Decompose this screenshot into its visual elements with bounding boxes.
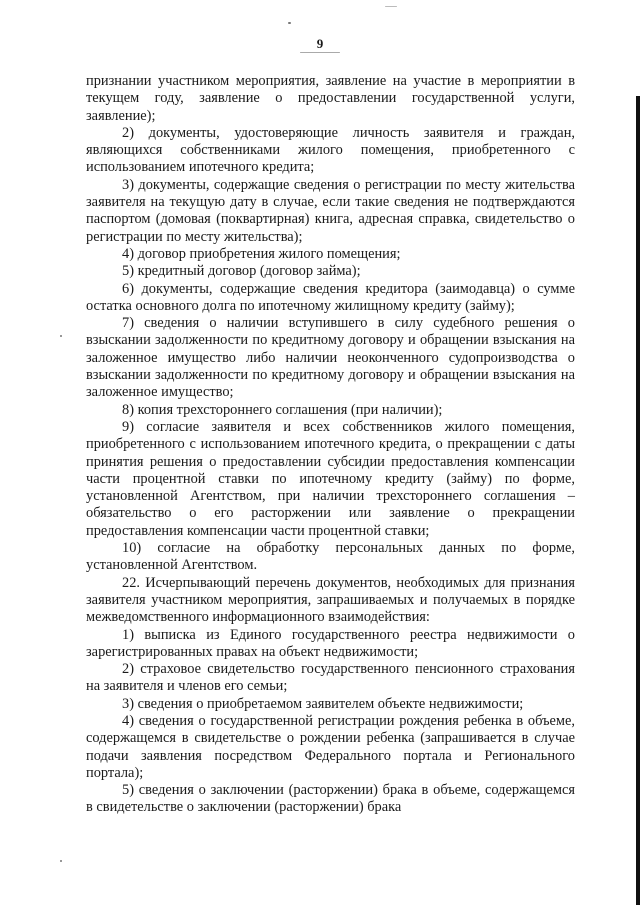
- scan-speck: [60, 335, 62, 337]
- paragraph: 5) кредитный договор (договор займа);: [122, 263, 361, 280]
- scan-speck: [288, 22, 291, 24]
- paragraph: 2) страховое свидетельство государственного пенсионного страхования на заявителя и членов его семьи;: [86, 661, 575, 695]
- scan-edge: [636, 96, 640, 905]
- paragraph: 22. Исчерпывающий перечень документов, необходимых для признания заявителя участником мероприятия, запрашиваемых и получаемых в порядке межведомственного информационного взаимодействия:: [86, 574, 575, 626]
- paragraph: 10) согласие на обработку персональных данных по форме, установленной Агентством.: [86, 540, 575, 574]
- scan-speck: [300, 52, 340, 53]
- paragraph: 4) договор приобретения жилого помещения;: [122, 245, 401, 262]
- paragraph: 5) сведения о заключении (расторжении) брака в объеме, содержащемся в свидетельстве о заключении (расторжении) брака: [86, 782, 575, 816]
- paragraph: 3) документы, содержащие сведения о регистрации по месту жительства заявителя на текущую дату в случае, если такие сведения не подтверждаются паспортом (домовая (поквартирная) книга, адресная справка, свидетельство о регистрации по месту жительства);: [86, 176, 575, 245]
- paragraph: 3) сведения о приобретаемом заявителем объекте недвижимости;: [122, 695, 524, 712]
- paragraph: 6) документы, содержащие сведения кредитора (заимодавца) о сумме остатка основного долга по ипотечному жилищному кредиту (займу);: [86, 280, 575, 314]
- page-number: 9: [316, 36, 324, 51]
- paragraph: 4) сведения о государственной регистрации рождения ребенка в объеме, содержащемся в свидетельстве о рождении ребенка (запрашивается в случае подачи заявления посредством Федерального портала и Регионального портала);: [86, 712, 575, 781]
- scan-speck: [385, 6, 397, 7]
- paragraph: признании участником мероприятия, заявление на участие в мероприятии в текущем году, заявление о предоставлении государственной услуги, заявление);: [86, 73, 575, 124]
- paragraph: 9) согласие заявителя и всех собственников жилого помещения, приобретенного с использованием ипотечного кредита, о прекращении с даты принятия решения о предоставлении субсидии предоставления компенсации части процентной ставки по ипотечному кредиту (займу) по форме, установленной Агентством, при наличии трехстороннего соглашения – обязательство о его расторжении или заявление о прекращении предоставления компенсации части процентной ставки;: [86, 418, 575, 539]
- paragraph: 8) копия трехстороннего соглашения (при наличии);: [122, 401, 443, 418]
- scan-speck: [60, 860, 62, 862]
- paragraph: 7) сведения о наличии вступившего в силу судебного решения о взыскании задолженности по кредитному договору и обращении взыскания на заложенное имущество либо наличии неоконченного судопроизводства о взыскании задолженности по кредитному договору и обращении взыскания на заложенное имущество;: [86, 315, 575, 401]
- document-body: [86, 73, 575, 817]
- paragraph: 1) выписка из Единого государственного реестра недвижимости о зарегистрированных правах на объект недвижимости;: [86, 626, 575, 660]
- paragraph: 2) документы, удостоверяющие личность заявителя и граждан, являющихся собственниками жилого помещения, приобретенного с использованием ипотечного кредита;: [86, 124, 575, 176]
